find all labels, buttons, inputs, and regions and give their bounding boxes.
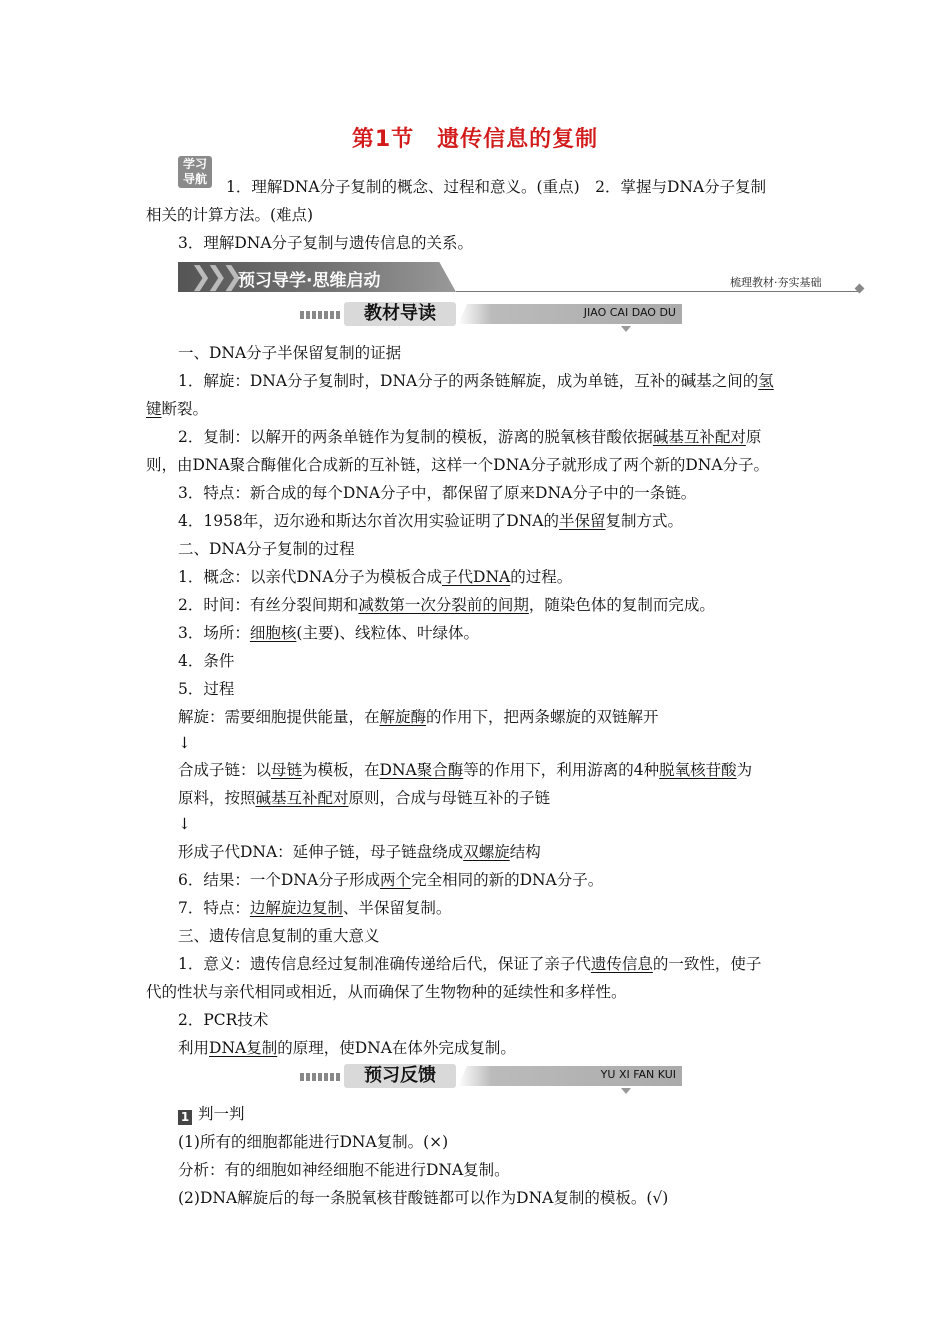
text-line: 代的性状与亲代相同或相近，从而确保了生物物种的延续性和多样性。: [146, 983, 627, 1001]
text-line: 利用DNA复制的原理，使DNA在体外完成复制。: [178, 1039, 516, 1057]
heading: 一、DNA分子半保留复制的证据: [178, 344, 402, 362]
banner-title: 预习导学·思维启动: [238, 271, 381, 291]
arrow-down-icon: ↓: [178, 734, 191, 752]
section-subtitle: JIAO CAI DAO DU: [583, 306, 676, 319]
text-line: (1)所有的细胞都能进行DNA复制。(×): [178, 1133, 449, 1151]
text-line: 则，由DNA聚合酶催化合成新的互补链，这样一个DNA分子就形成了两个新的DNA分子。: [146, 456, 770, 474]
text-line: 键断裂。: [146, 400, 209, 418]
question-heading: 1 判一判: [178, 1104, 838, 1125]
heading: 二、DNA分子复制的过程: [178, 540, 355, 558]
text-line: 1．解旋：DNA分子复制时，DNA分子的两条链解旋，成为单链，互补的碱基之间的氢: [178, 372, 774, 390]
section-title: 预习反馈: [344, 1064, 456, 1088]
text-line: 原料，按照碱基互补配对原则，合成与母链互补的子链: [178, 789, 551, 807]
text-line: 7．特点：边解旋边复制、半保留复制。: [178, 899, 452, 917]
section-header-feedback: [300, 1064, 682, 1088]
text-line: 2．时间：有丝分裂间期和减数第一次分裂前的间期，随染色体的复制而完成。: [178, 596, 715, 614]
text-line: 5．过程: [178, 680, 235, 698]
study-guide-badge: 学习导航: [178, 156, 212, 188]
divider: [456, 291, 860, 292]
triangle-icon: [621, 326, 631, 332]
section-title: 教材导读: [344, 302, 456, 326]
arrow-down-icon: ↓: [178, 815, 191, 833]
section-subtitle: YU XI FAN KUI: [600, 1068, 676, 1081]
number-badge: 1: [178, 1110, 192, 1125]
banner-subtitle: 梳理教材·夯实基础: [730, 276, 822, 289]
text-line: 解旋：需要细胞提供能量，在解旋酶的作用下，把两条螺旋的双链解开: [178, 708, 659, 726]
text-line: 3．场所：细胞核(主要)、线粒体、叶绿体。: [178, 624, 479, 642]
heading: 三、遗传信息复制的重大意义: [178, 927, 380, 945]
section-header-textbook: [300, 302, 682, 326]
text-line: 3．特点：新合成的每个DNA分子中，都保留了原来DNA分子中的一条链。: [178, 484, 697, 502]
text-line: 6．结果：一个DNA分子形成两个完全相同的新的DNA分子。: [178, 871, 604, 889]
text-line: 2．PCR技术: [178, 1011, 269, 1029]
text-line: 4．条件: [178, 652, 235, 670]
text-line: 合成子链：以母链为模板，在DNA聚合酶等的作用下，利用游离的4种脱氧核苷酸为: [178, 761, 753, 779]
text-line: 1．概念：以亲代DNA分子为模板合成子代DNA的过程。: [178, 568, 573, 586]
text-line: 形成子代DNA：延伸子链，母子链盘绕成双螺旋结构: [178, 843, 541, 861]
text-line: 分析：有的细胞如神经细胞不能进行DNA复制。: [178, 1161, 510, 1179]
text-line: 2．复制：以解开的两条单链作为复制的模板，游离的脱氧核苷酸依据碱基互补配对原: [178, 428, 762, 446]
text-line: (2)DNA解旋后的每一条脱氧核苷酸链都可以作为DNA复制的模板。(√): [178, 1189, 669, 1207]
page-title: 第1节 遗传信息的复制: [351, 127, 599, 152]
goal-line: 相关的计算方法。(难点): [146, 206, 314, 224]
text-line: 4．1958年，迈尔逊和斯达尔首次用实验证明了DNA的半保留复制方式。: [178, 512, 684, 530]
text-line: 1．意义：遗传信息经过复制准确传递给后代，保证了亲子代遗传信息的一致性，使子: [178, 955, 762, 973]
chevron-icon: ❯❯❯: [190, 262, 238, 292]
goal-line: 1．理解DNA分子复制的概念、过程和意义。(重点) 2．掌握与DNA分子复制: [226, 178, 767, 196]
triangle-icon: [621, 1088, 631, 1094]
goal-line: 3．理解DNA分子复制与遗传信息的关系。: [178, 234, 474, 252]
